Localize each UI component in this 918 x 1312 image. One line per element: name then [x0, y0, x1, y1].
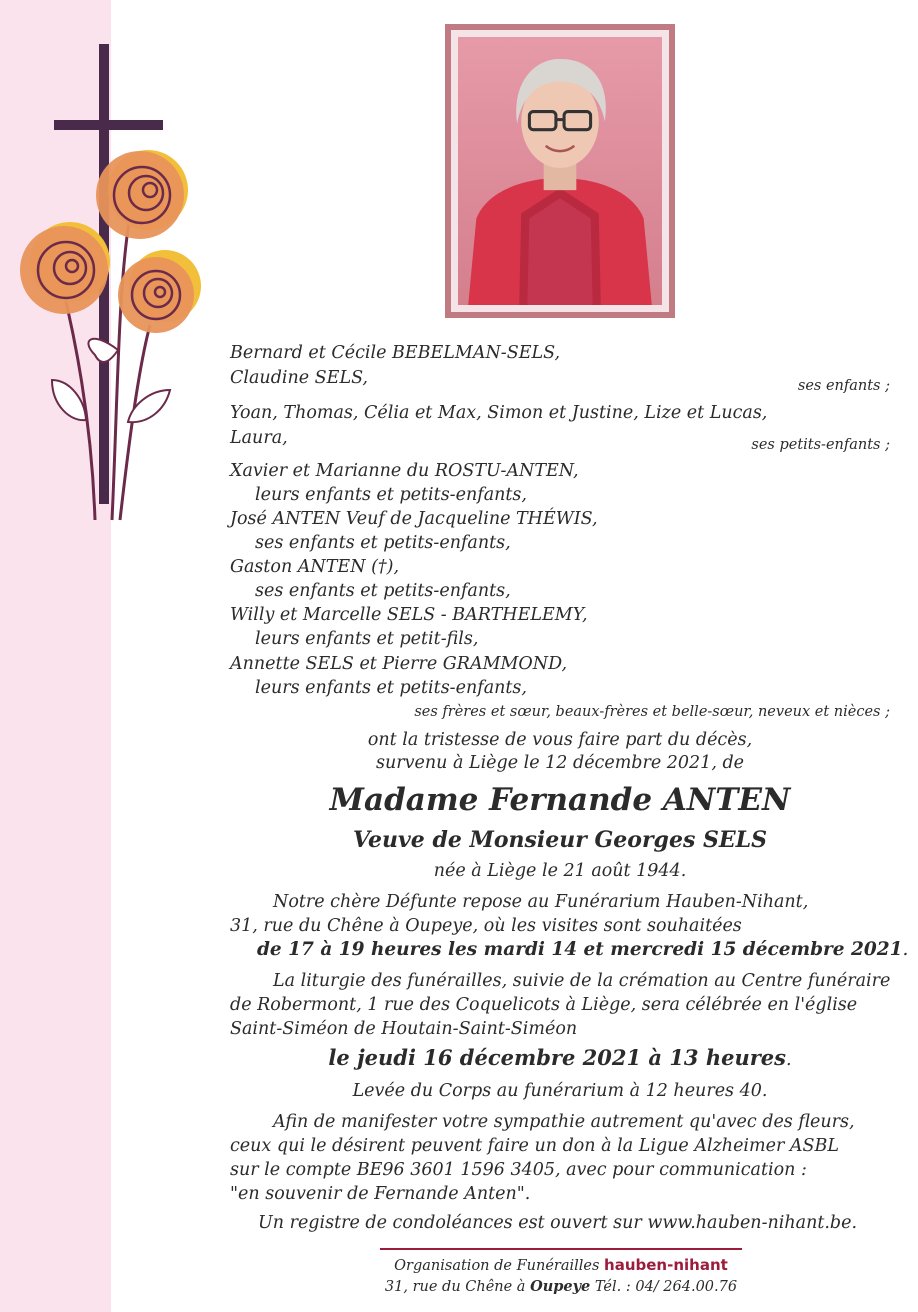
portrait-photo	[458, 37, 662, 305]
brand-logo: hauben-nihant	[604, 1256, 728, 1274]
donation-line-4: "en souvenir de Fernande Anten".	[230, 1184, 531, 1204]
visitation-hours: de 17 à 19 heures les mardi 14 et mercredi 15 décembre 2021.	[257, 939, 909, 960]
footer-divider	[380, 1248, 742, 1250]
funeral-line-3: Saint-Siméon de Houtain-Saint-Siméon	[230, 1019, 578, 1039]
grandchildren-line-2: Laura,	[230, 428, 288, 448]
relative-name: Willy et Marcelle SELS - BARTHELEMY,	[230, 605, 588, 625]
visitation-line-2: 31, rue du Chêne à Oupeye, où les visites sont souhaitées	[230, 916, 742, 936]
levee-du-corps: Levée du Corps au funérarium à 12 heures 40.	[352, 1081, 768, 1101]
relative-detail: ses enfants et petits-enfants,	[255, 581, 511, 601]
relative-detail: leurs enfants et petit-fils,	[255, 629, 479, 649]
widow-of: Veuve de Monsieur Georges SELS	[352, 827, 767, 853]
footer-organisation: Organisation de Funérailles hauben-nihant	[394, 1256, 728, 1274]
relative-name: Gaston ANTEN (†),	[230, 557, 400, 577]
relative-detail: leurs enfants et petits-enfants,	[255, 485, 527, 505]
cross-horizontal	[54, 120, 163, 130]
relative-name: José ANTEN Veuf de Jacqueline THÉWIS,	[230, 509, 598, 529]
funeral-date: le jeudi 16 décembre 2021 à 13 heures.	[328, 1045, 792, 1070]
relative-name: Xavier et Marianne du ROSTU-ANTEN,	[230, 461, 579, 481]
relative-detail: ses enfants et petits-enfants,	[255, 533, 511, 553]
grandchildren-role: ses petits-enfants ;	[751, 437, 890, 453]
registry-notice: Un registre de condoléances est ouvert sur www.hauben-nihant.be.	[258, 1213, 858, 1233]
rose-right	[118, 250, 201, 333]
donation-line-1: Afin de manifester votre sympathie autrement qu'avec des fleurs,	[273, 1112, 855, 1132]
birth-info: née à Liège le 21 août 1944.	[433, 861, 687, 881]
donation-line-3: sur le compte BE96 3601 1596 3405, avec pour communication :	[230, 1160, 807, 1180]
donation-line-2: ceux qui le désirent peuvent faire un don à la Ligue Alzheimer ASBL	[230, 1136, 840, 1156]
grandchildren-line-1: Yoan, Thomas, Célia et Max, Simon et Justine, Lize et Lucas,	[230, 403, 768, 423]
siblings-role: ses frères et sœur, beaux-frères et belle-sœur, neveux et nièces ;	[414, 704, 890, 720]
rose-left	[20, 222, 110, 314]
relative-detail: leurs enfants et petits-enfants,	[255, 678, 527, 698]
deceased-name: Madame Fernande ANTEN	[329, 782, 791, 818]
children-line-2: Claudine SELS,	[230, 368, 368, 388]
announcement-line-1: ont la tristesse de vous faire part du décès,	[367, 730, 753, 750]
portrait-frame	[445, 24, 675, 318]
funeral-line-2: de Robermont, 1 rue des Coquelicots à Liège, sera célébrée en l'église	[230, 995, 858, 1015]
visitation-line-1: Notre chère Défunte repose au Funérarium Hauben-Nihant,	[273, 892, 809, 912]
announcement-line-2: survenu à Liège le 12 décembre 2021, de	[375, 753, 745, 773]
footer-address: 31, rue du Chêne à Oupeye Tél. : 04/ 264.00.76	[384, 1278, 738, 1295]
funeral-line-1: La liturgie des funérailles, suivie de la crémation au Centre funéraire	[273, 971, 891, 991]
children-role: ses enfants ;	[797, 378, 890, 394]
cross-and-roses-illustration	[0, 30, 230, 530]
children-line-1: Bernard et Cécile BEBELMAN-SELS,	[230, 343, 561, 363]
relative-name: Annette SELS et Pierre GRAMMOND,	[230, 654, 568, 674]
rose-top	[96, 150, 188, 239]
